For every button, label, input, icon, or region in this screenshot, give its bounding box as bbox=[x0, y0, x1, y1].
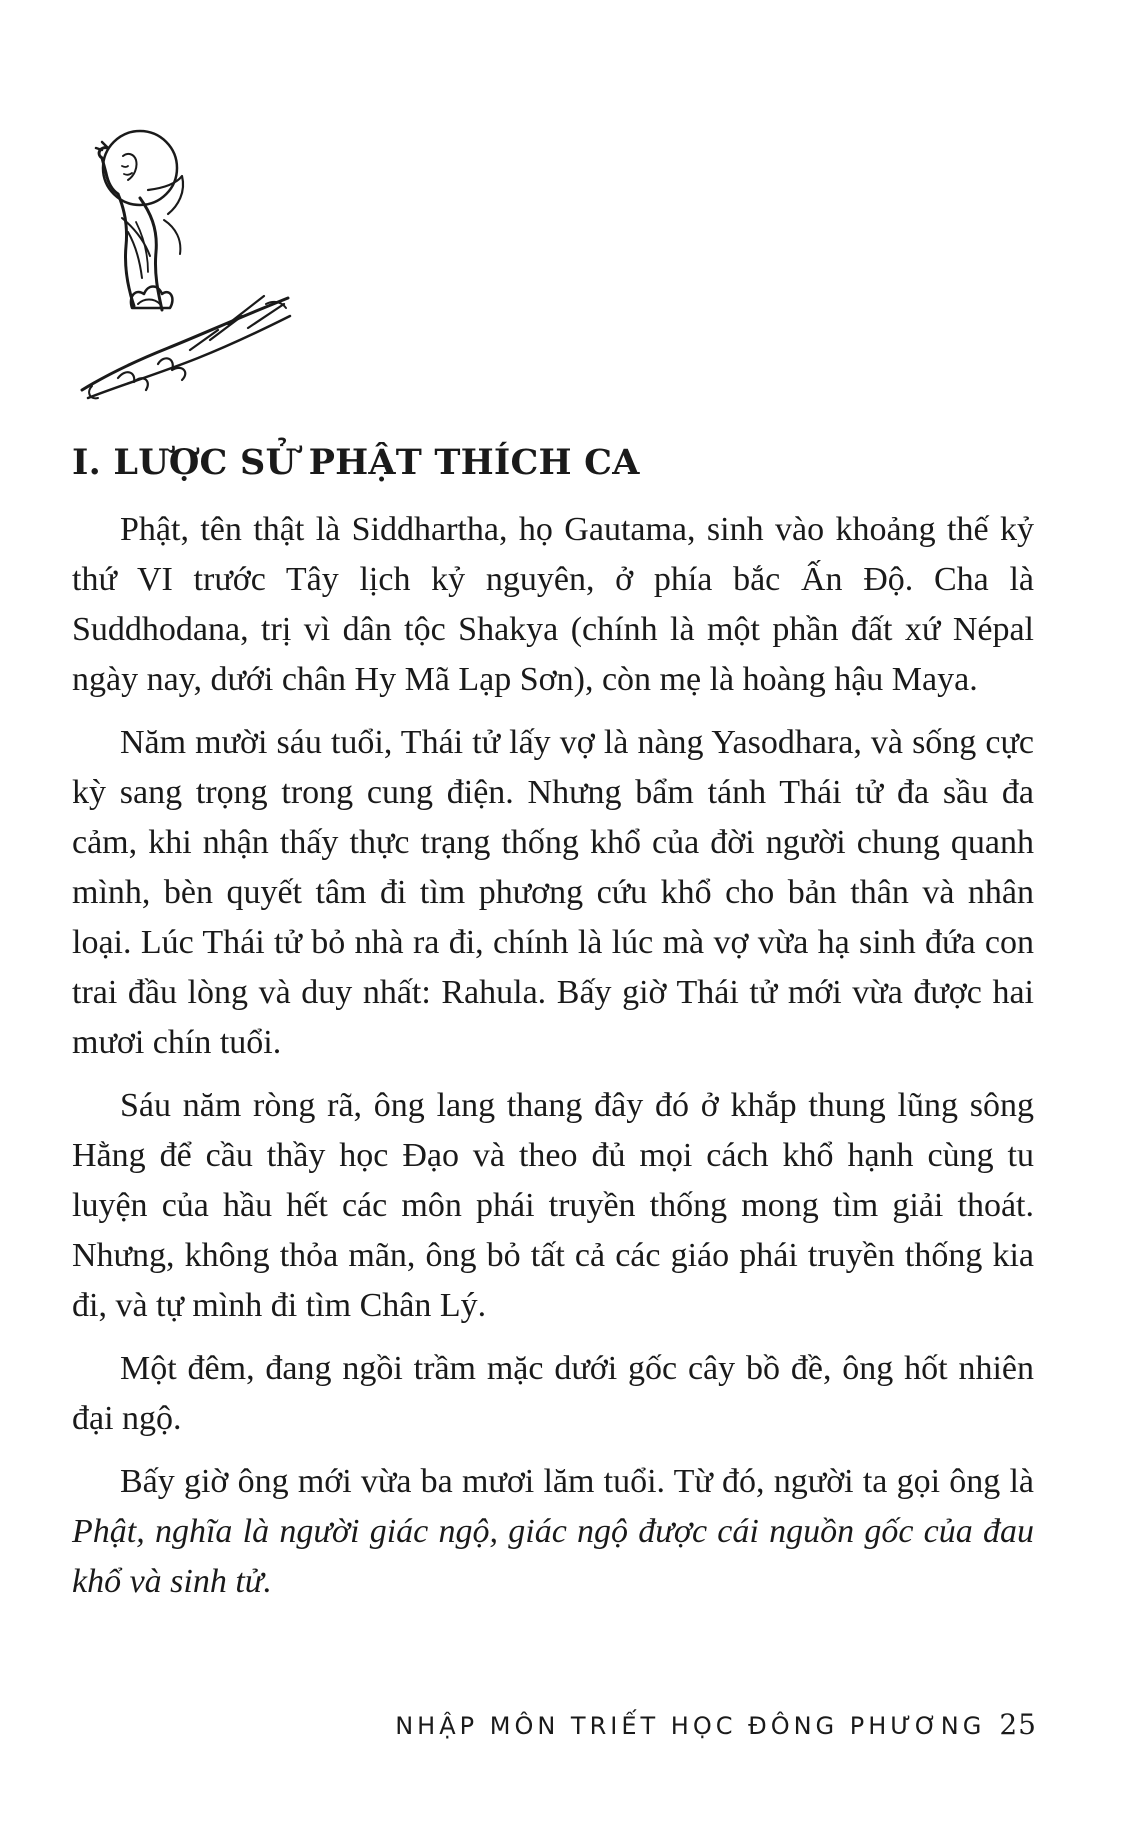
paragraph-3: Sáu năm ròng rã, ông lang thang đây đó ở khắp thung lũng sông Hằng để cầu thầy học Đạo và theo đủ mọi cách khổ hạnh cùng tu luyện của hầu hết các môn phái truyền thống mong tìm giải thoát. Nhưng, không thỏa mãn, ông bỏ tất cả các giáo phái truyền thống kia đi, và tự mình đi tìm Chân Lý. bbox=[72, 1087, 1034, 1324]
page-footer bbox=[395, 1708, 1037, 1741]
buddha-figure-icon bbox=[78, 128, 308, 418]
section-heading: I. LƯỢC SỬ PHẬT THÍCH CA bbox=[72, 442, 640, 483]
paragraph-4: Một đêm, đang ngồi trầm mặc dưới gốc cây bồ đề, ông hốt nhiên đại ngộ. bbox=[72, 1350, 1034, 1437]
paragraph-2: Năm mười sáu tuổi, Thái tử lấy vợ là nàng Yasodhara, và sống cực kỳ sang trọng trong cung điện. Nhưng bẩm tánh Thái tử đa sầu đa cảm, khi nhận thấy thực trạng thống khổ của đời người chung quanh mình, bèn quyết tâm đi tìm phương cứu khổ cho bản thân và nhân loại. Lúc Thái tử bỏ nhà ra đi, chính là lúc mà vợ vừa hạ sinh đứa con trai đầu lòng và duy nhất: Rahula. Bấy giờ Thái tử mới vừa được hai mươi chín tuổi. bbox=[72, 724, 1034, 1061]
page-number: 25 bbox=[999, 1708, 1037, 1741]
paragraph-1: Phật, tên thật là Siddhartha, họ Gautama, sinh vào khoảng thế kỷ thứ VI trước Tây lịch kỷ nguyên, ở phía bắc Ấn Độ. Cha là Suddhodana, trị vì dân tộc Shakya (chính là một phần đất xứ Népal ngày nay, dưới chân Hy Mã Lạp Sơn), còn mẹ là hoàng hậu Maya. bbox=[72, 511, 1034, 698]
paragraph-5-text: Bấy giờ ông mới vừa ba mươi lăm tuổi. Từ đó, người ta gọi ông là bbox=[120, 1463, 1034, 1500]
paragraph-5-italic-text: Phật, nghĩa là người giác ngộ, giác ngộ được cái nguồn gốc của đau khổ và sinh tử. bbox=[72, 1513, 1034, 1600]
paragraph-5 bbox=[72, 1457, 1034, 1607]
running-title: NHẬP MÔN TRIẾT HỌC ĐÔNG PHƯƠNG bbox=[395, 1712, 986, 1740]
body-text bbox=[72, 505, 1034, 1620]
